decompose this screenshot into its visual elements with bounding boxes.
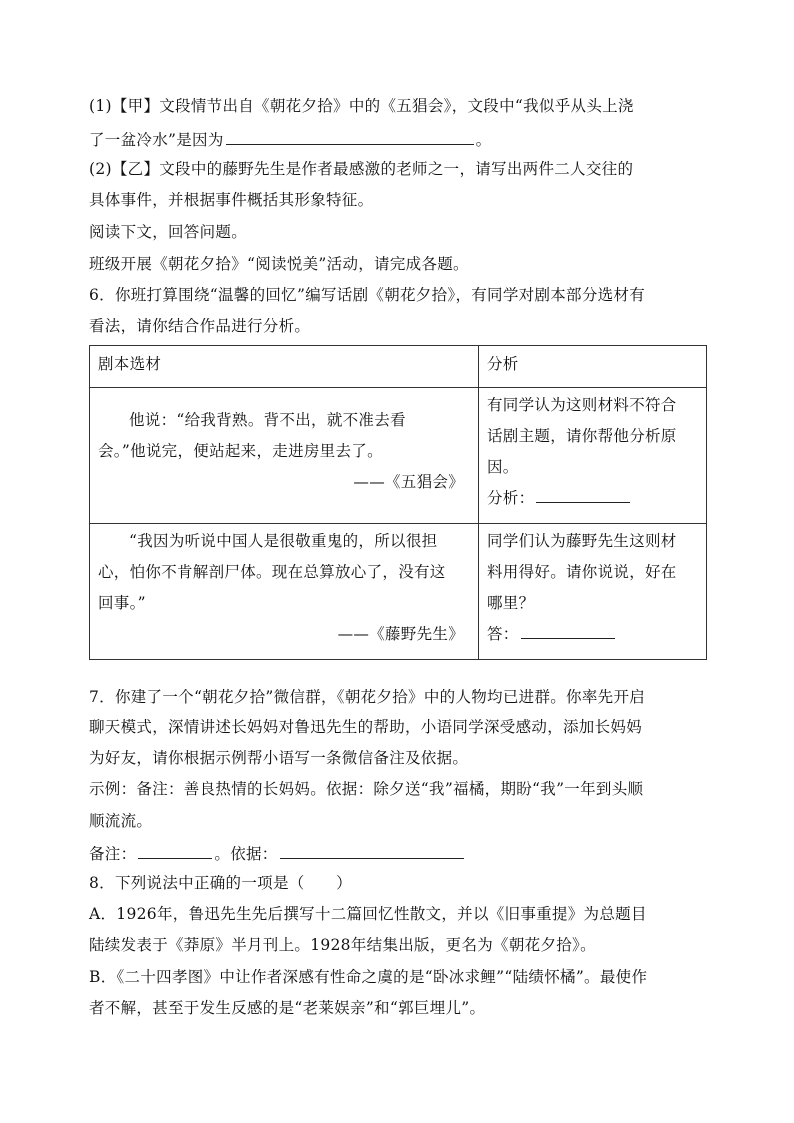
q5-part1-suffix: 。	[475, 131, 492, 149]
row2-analysis-line2: 料用得好。请你说说，好在	[487, 563, 677, 581]
q8-option-a-line2: 陆续发表于《莽原》半月刊上。1928年结集出版，更名为《朝花夕拾》。	[89, 936, 596, 954]
q5-part1-prefix: 了一盆冷水”是因为	[89, 131, 224, 149]
row1-source: ——《五猖会》	[353, 473, 464, 491]
script-analysis-table	[89, 345, 707, 660]
q7-answer-line: 备注： 。依据：	[89, 842, 709, 865]
q7-stem-line1: 7．你建了一个“朝花夕拾”微信群，《朝花夕拾》中的人物均已进群。你率先开启	[89, 688, 646, 706]
row2-text-line2: 心，怕你不肯解剖尸体。现在总算放心了，没有这	[98, 563, 446, 581]
row1-material	[90, 388, 479, 524]
header-analysis: 分析	[479, 346, 707, 388]
row2-source: ——《藤野先生》	[337, 625, 464, 643]
q7-note-blank[interactable]	[138, 842, 212, 859]
table-row	[90, 524, 707, 660]
q6-stem-line1: 6．你班打算围绕“温馨的回忆”编写话剧《朝花夕拾》，有同学对剧本部分选材有	[89, 286, 646, 304]
row1-analysis-line3: 因。	[487, 458, 519, 476]
q8-option-b-line1: B．《二十四孝图》中让作者深感有性命之虞的是“卧冰求鲤”“陆绩怀橘”。最使作	[89, 968, 648, 986]
row1-analysis	[479, 388, 707, 524]
q5-part2-line1: (2)【乙】文段中的藤野先生是作者最感激的老师之一，请写出两件二人交往的	[89, 160, 634, 178]
table-row	[90, 388, 707, 524]
q7-stem-line3: 为好友，请你根据示例帮小语写一条微信备注及依据。	[89, 749, 469, 767]
row2-answer-blank[interactable]	[521, 622, 615, 639]
row2-material	[90, 524, 479, 660]
row2-text-line1: “我因为听说中国人是很敬重鬼的，所以很担	[129, 532, 438, 550]
q8-stem: 8．下列说法中正确的一项是（ ）	[89, 874, 352, 892]
q8-option-a-line1: A．1926年，鲁迅先生先后撰写十二篇回忆性散文，并以《旧事重提》为总题目	[89, 905, 647, 923]
row1-text-line2: 会。”他说完，便站起来，走进房里去了。	[98, 442, 383, 460]
row2-text-line3: 回事。”	[98, 594, 146, 612]
activity-instruction: 班级开展《朝花夕拾》“阅读悦美”活动，请完成各题。	[89, 255, 469, 273]
row2-analysis	[479, 524, 707, 660]
row1-text-line1: 他说：“给我背熟。背不出，就不准去看	[129, 411, 406, 429]
row2-analysis-line3: 哪里？	[487, 594, 535, 612]
row2-analysis-line1: 同学们认为藤野先生这则材	[487, 532, 677, 550]
row1-analysis-line1: 有同学认为这则材料不符合	[487, 396, 677, 414]
q5-part1-line2	[89, 128, 709, 151]
q5-part1-line1: (1)【甲】文段情节出自《朝花夕拾》中的《五猖会》，文段中“我似乎从头上浇	[89, 97, 634, 115]
q8-option-b-line2: 者不解，甚至于发生反感的是“老莱娱亲”和“郭巨埋儿”。	[89, 999, 486, 1017]
q7-example-line2: 顺流流。	[89, 812, 153, 830]
q5-part2-line2: 具体事件，并根据事件概括其形象特征。	[89, 191, 374, 209]
q7-example-line1: 示例：备注：善良热情的长妈妈。依据：除夕送“我”福橘，期盼“我”一年到头顺	[89, 780, 644, 798]
row1-answer: 分析：	[487, 483, 698, 514]
q6-stem-line2: 看法，请你结合作品进行分析。	[89, 317, 311, 335]
row1-answer-blank[interactable]	[536, 486, 630, 503]
table-header-row	[90, 346, 707, 388]
q5-answer-blank[interactable]	[226, 128, 474, 145]
header-script-material: 剧本选材	[90, 346, 479, 388]
q7-stem-line2: 聊天模式，深情讲述长妈妈对鲁迅先生的帮助，小语同学深受感动，添加长妈妈	[89, 718, 643, 736]
q7-basis-blank[interactable]	[280, 842, 464, 859]
row2-answer: 答：	[487, 619, 698, 650]
row1-analysis-line2: 话剧主题，请你帮他分析原	[487, 427, 677, 445]
reading-instruction: 阅读下文，回答问题。	[89, 223, 248, 241]
